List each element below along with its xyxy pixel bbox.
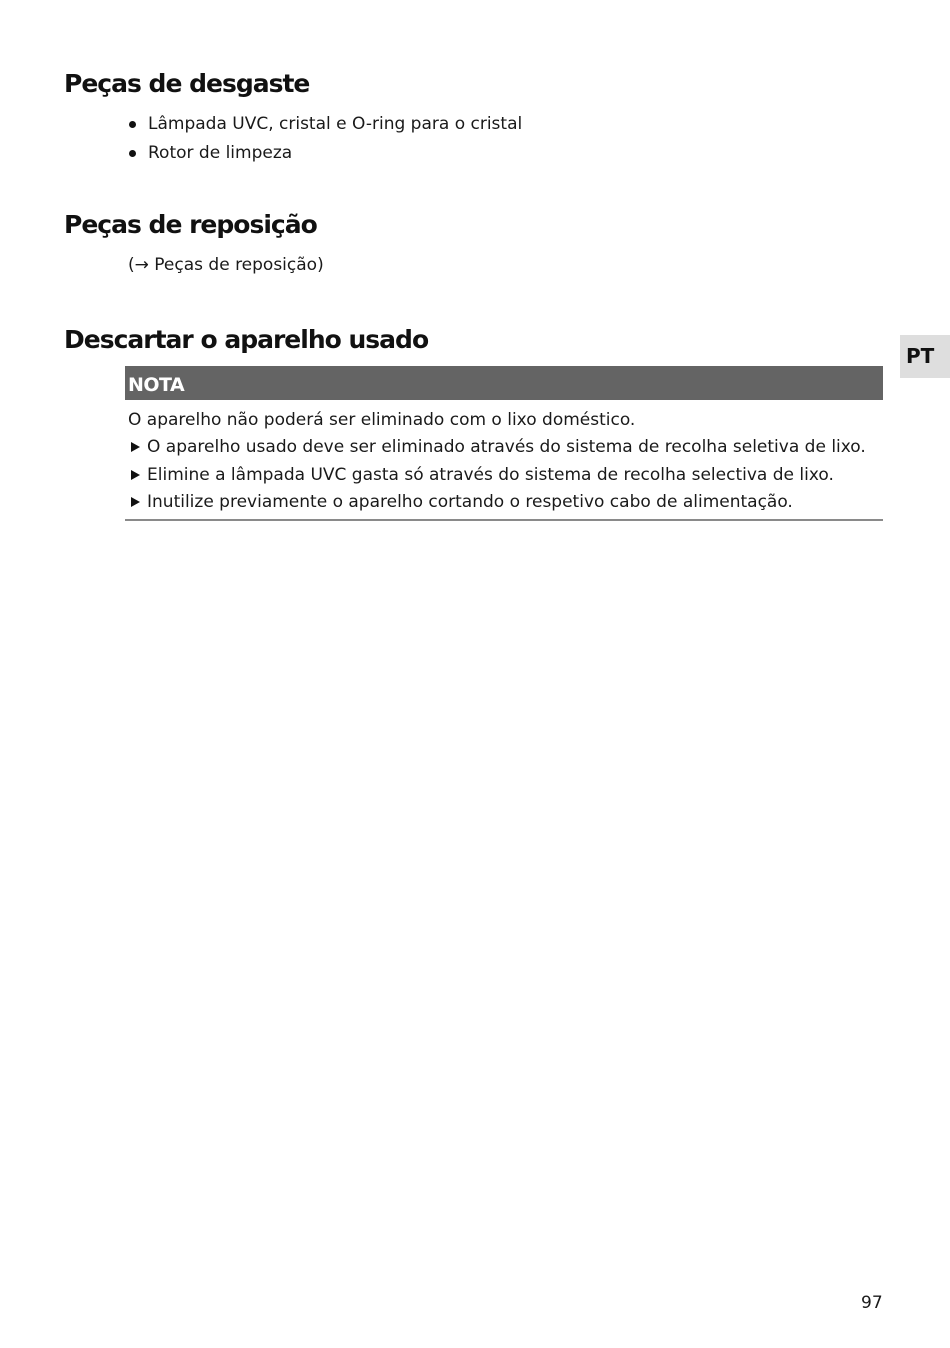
note-step-text: Elimine a lâmpada UVC gasta só através do sistema de recolha selectiva de lixo.	[147, 465, 834, 485]
section-title-spare-parts: Peças de reposição	[64, 210, 317, 239]
note-intro: O aparelho não poderá ser eliminado com o lixo doméstico.	[128, 410, 636, 430]
list-item	[128, 141, 522, 170]
note-box	[125, 366, 883, 521]
triangle-right-icon	[131, 497, 140, 507]
note-step	[128, 490, 793, 514]
triangle-right-icon	[131, 470, 140, 480]
bullet-dot-icon	[129, 150, 136, 157]
note-label: NOTA	[125, 366, 883, 400]
note-step-text: Inutilize previamente o aparelho cortando o respetivo cabo de alimentação.	[147, 492, 793, 512]
section-title-disposal: Descartar o aparelho usado	[64, 325, 429, 354]
note-step	[128, 463, 834, 487]
bullet-dot-icon	[129, 121, 136, 128]
language-tab: PT	[900, 335, 950, 378]
list-item-text: Lâmpada UVC, cristal e O-ring para o cristal	[148, 114, 523, 134]
spare-parts-reference: (→ Peças de reposição)	[128, 255, 324, 275]
note-step	[128, 435, 866, 459]
note-divider	[125, 519, 883, 521]
section-title-wear-parts: Peças de desgaste	[64, 69, 310, 98]
list-item-text: Rotor de limpeza	[148, 142, 293, 163]
note-step-text: O aparelho usado deve ser eliminado através do sistema de recolha seletiva de lixo.	[147, 437, 866, 457]
triangle-right-icon	[131, 442, 140, 452]
wear-parts-list	[128, 112, 522, 169]
list-item	[128, 112, 522, 141]
page-number: 97	[861, 1293, 883, 1313]
